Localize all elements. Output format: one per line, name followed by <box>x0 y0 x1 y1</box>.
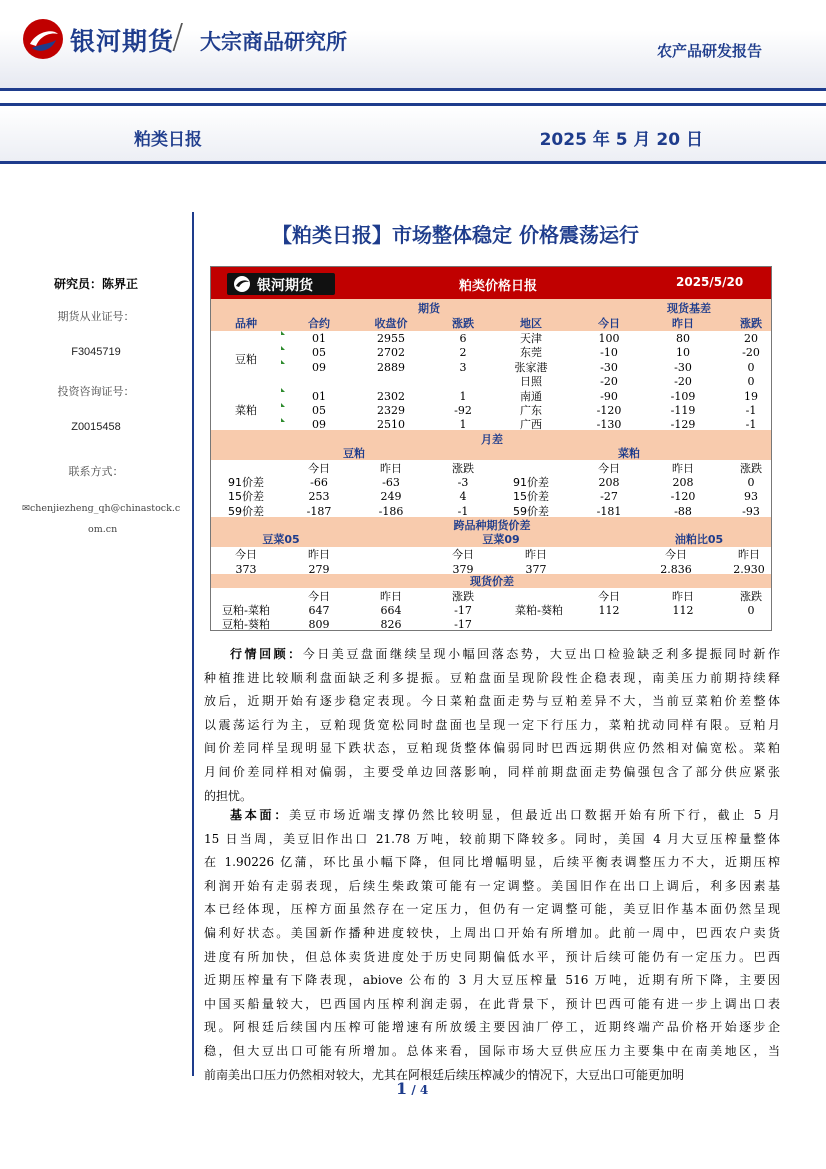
table-cell: 张家港 <box>514 361 548 374</box>
table-cell: 日照 <box>520 375 542 388</box>
header-slash: / <box>172 17 184 57</box>
table-cell: 19 <box>744 390 758 403</box>
paragraph-line <box>204 851 780 875</box>
table-cell: 1 <box>459 418 467 431</box>
table-cell: 2510 <box>377 418 405 431</box>
table-cell: 2.836 <box>660 563 692 576</box>
paragraph-line <box>204 667 780 691</box>
column-header: 昨日 <box>738 548 760 561</box>
table-cell: -119 <box>670 404 696 417</box>
column-header: 今日 <box>235 548 257 561</box>
paragraph-text: 间价差同样呈现明显下跌状态，豆粕现货整体偏弱同时巴西远期供应仍然相对偏宽松。菜粕 <box>204 741 780 756</box>
cell-flag-icon <box>281 388 285 392</box>
paragraph-line <box>204 828 780 852</box>
table-cell: -92 <box>454 404 472 417</box>
column-header: 今日 <box>308 462 330 475</box>
column-header: 涨跌 <box>452 590 474 603</box>
column-header: 涨跌 <box>740 590 762 603</box>
table-cell: 豆粕-菜粕 <box>222 604 270 617</box>
email-line-1[interactable]: ✉chenjiezheng_qh@chinastock.c <box>22 503 181 514</box>
table-cell: 0 <box>747 604 755 617</box>
table-cell: 4 <box>459 490 467 503</box>
table-cell: -17 <box>454 618 472 631</box>
table-cell: -30 <box>674 361 692 374</box>
table-cell: 2329 <box>377 404 405 417</box>
table-cell: 279 <box>308 563 330 576</box>
column-header: 昨日 <box>525 548 547 561</box>
table-cell: -1 <box>457 505 469 518</box>
table-cell: 112 <box>672 604 694 617</box>
column-header: 今日 <box>452 548 474 561</box>
paragraph-text: 本已经体现，压榨方面虽然存在一定压力，但仍有一定调整可能，美豆旧作基本面仍然呈现 <box>204 902 780 917</box>
table-logo-icon <box>232 275 252 293</box>
table-cell: 20 <box>744 332 758 345</box>
table-cell: -17 <box>454 604 472 617</box>
researcher-name: 研究员：陈界正 <box>53 277 138 291</box>
table-cell: 379 <box>452 563 474 576</box>
soymeal-header: 豆粕 <box>343 447 365 460</box>
table-cell: 377 <box>525 563 547 576</box>
table-date: 2025/5/20 <box>676 275 744 289</box>
paragraph-line <box>204 1040 780 1064</box>
cell-flag-icon <box>281 418 285 422</box>
paragraph-line <box>204 690 780 714</box>
table-cell: 208 <box>672 476 694 489</box>
report-title-band <box>0 106 826 162</box>
article-title: 【粕类日报】市场整体稳定 价格震荡运行 <box>272 223 639 247</box>
paragraph-text: 月间价差同样相对偏弱，主要受单边回落影响，同样前期盘面走势偏强包含了部分供应紧张 <box>204 764 780 779</box>
paragraph-text: 在 1.90226 亿蒲，环比虽小幅下降，但同比增幅明显，后续平衡表调整压力不大，近期压榨 <box>204 855 780 870</box>
table-cell: 373 <box>235 563 257 576</box>
table-cell: 15价差 <box>513 490 549 503</box>
paragraph-line <box>204 993 780 1017</box>
table-cell: -186 <box>378 505 404 518</box>
table-title-bar <box>211 267 771 299</box>
table-cell: 253 <box>308 490 330 503</box>
table-cell: -88 <box>674 505 692 518</box>
email-line-2[interactable]: om.cn <box>88 524 118 535</box>
paragraph-text: 利润开始有走弱表现，后续生柴政策可能有一定调整。美国旧作在出口上调后，利多因素基 <box>204 878 780 893</box>
cell-flag-icon <box>281 360 285 364</box>
month-spread-header: 月差 <box>481 433 503 446</box>
paragraph-text: 偏利好状态。美国新作播种进度较快，上周出口开始有所增加。此前一周中，巴西农户卖货 <box>204 925 780 940</box>
license-number: F3045719 <box>71 346 121 358</box>
header-divider <box>0 88 826 91</box>
table-cell: 2302 <box>377 390 405 403</box>
column-header: 昨日 <box>308 548 330 561</box>
table-cell: 广西 <box>520 418 542 431</box>
table-cell: 菜粕-葵粕 <box>515 604 563 617</box>
paragraph-line <box>204 898 780 922</box>
table-cell: -187 <box>306 505 332 518</box>
cross-spread-header: 跨品种期货价差 <box>453 519 531 532</box>
table-cell: 01 <box>312 390 326 403</box>
group-header: 豆菜05 <box>262 533 300 546</box>
table-cell: -30 <box>600 361 618 374</box>
table-cell: -1 <box>745 418 757 431</box>
report-date: 2025 年 5 月 20 日 <box>539 130 703 150</box>
table-cell: -93 <box>742 505 760 518</box>
table-cell: -20 <box>742 346 760 359</box>
table-cell: 809 <box>308 618 330 631</box>
paragraph-line <box>204 875 780 899</box>
column-header: 涨跌 <box>740 317 762 330</box>
paragraph-line <box>204 761 780 785</box>
paragraph-text: 今日美豆盘面继续呈现小幅回落态势，大豆出口检验缺乏利多提振同时新作 <box>302 647 780 661</box>
product-label: 豆粕 <box>235 353 257 366</box>
table-cell: 05 <box>312 346 326 359</box>
paragraph-line <box>204 946 780 970</box>
paragraph-line <box>204 1016 780 1040</box>
table-cell: 2.930 <box>733 563 765 576</box>
column-header: 昨日 <box>672 590 694 603</box>
table-cell: 09 <box>312 418 326 431</box>
group-header: 豆菜09 <box>482 533 520 546</box>
paragraph-text: 前南美出口压力仍然相对较大，尤其在阿根廷后续压榨减少的情况下，大豆出口可能更加明 <box>204 1067 685 1082</box>
price-table <box>210 266 772 631</box>
table-cell: 2889 <box>377 361 405 374</box>
table-cell: 10 <box>676 346 690 359</box>
futures-header: 期货 <box>418 302 440 315</box>
paragraph-text: 以震荡运行为主，豆粕现货宽松同时盘面也呈现一定下行压力，菜粕扰动同样有限。豆粕月 <box>204 717 780 732</box>
column-header: 合约 <box>308 317 330 330</box>
table-cell: -10 <box>600 346 618 359</box>
fundamentals <box>204 804 780 1087</box>
table-cell: -20 <box>674 375 692 388</box>
spot-spread-header: 现货价差 <box>470 575 514 588</box>
cell-flag-icon <box>281 403 285 407</box>
table-cell: -1 <box>745 404 757 417</box>
paragraph-line <box>204 922 780 946</box>
table-cell: 05 <box>312 404 326 417</box>
contact-label: 联系方式： <box>68 465 124 478</box>
table-cell: -90 <box>600 390 618 403</box>
table-cell: 59价差 <box>513 505 549 518</box>
paragraph-line <box>204 1064 780 1088</box>
column-header: 今日 <box>598 462 620 475</box>
cell-flag-icon <box>281 346 285 350</box>
table-cell: 0 <box>747 375 755 388</box>
paragraph-text: 种植推进比较顺利盘面缺乏利多提振。豆粕盘面呈现阶段性企稳表现，南美压力前期持续释 <box>204 670 780 685</box>
group-header: 油粕比05 <box>674 533 724 546</box>
paragraph-line <box>204 714 780 738</box>
galaxy-logo-icon <box>22 18 64 60</box>
table-cell: 15价差 <box>228 490 264 503</box>
column-header: 收盘价 <box>374 317 408 330</box>
column-header: 今日 <box>598 590 620 603</box>
table-cell: 豆粕-葵粕 <box>222 618 270 631</box>
paragraph-lead: 基本面： <box>230 808 290 822</box>
advisory-number: Z0015458 <box>71 421 121 433</box>
paragraph-text: 中国买船量较大，巴西国内压榨利润走弱，在此背景下，预计巴西可能有进一步上调出口表 <box>204 996 780 1011</box>
paragraph-text: 近期压榨量有下降表现，abiove 公布的 3 月大豆压榨量 516 万吨，近期有所下降，主要因 <box>204 973 780 988</box>
table-brand: 银河期货 <box>257 278 313 294</box>
paragraph-line <box>204 643 780 667</box>
advisory-label: 投资咨询证号： <box>57 385 135 398</box>
paragraph-text: 美豆市场近端支撑仍然比较明显，但最近出口数据开始有所下行，截止 5 月 <box>289 808 780 822</box>
table-cell: 2702 <box>377 346 405 359</box>
column-header: 今日 <box>308 590 330 603</box>
table-cell: -130 <box>596 418 622 431</box>
table-logo <box>227 273 335 295</box>
table-cell: -109 <box>670 390 696 403</box>
table-cell: 6 <box>459 332 467 345</box>
table-cell: 91价差 <box>228 476 264 489</box>
column-header: 今日 <box>665 548 687 561</box>
table-cell: -129 <box>670 418 696 431</box>
band-bottom-line <box>0 161 826 164</box>
table-cell: 天津 <box>520 332 542 345</box>
table-cell: 1 <box>459 390 467 403</box>
table-cell: 2 <box>459 346 467 359</box>
table-cell: -3 <box>457 476 469 489</box>
column-header: 昨日 <box>380 462 402 475</box>
page-number: 1 / 4 <box>396 1079 429 1098</box>
table-title: 粕类价格日报 <box>459 279 538 294</box>
table-cell: -181 <box>596 505 622 518</box>
column-header: 涨跌 <box>452 462 474 475</box>
paragraph-text: 15 日当周，美豆旧作出口 21.78 万吨，较前期下降较多。同时，美国 4 月大豆压榨量整体 <box>204 831 780 846</box>
paragraph-text: 进度有所加快，但总体卖货进度处于历史同期偏低水平，预计后续可能仍有一定压力。巴西 <box>204 949 780 964</box>
table-cell: -66 <box>310 476 328 489</box>
brand-name: 银河期货 <box>70 27 175 56</box>
license-label: 期货从业证号： <box>57 310 135 323</box>
table-cell: -120 <box>596 404 622 417</box>
report-type: 农产品研发报告 <box>656 42 762 60</box>
table-cell: 0 <box>747 361 755 374</box>
table-cell: -20 <box>600 375 618 388</box>
table-cell: 59价差 <box>228 505 264 518</box>
table-cell: 广东 <box>520 404 542 417</box>
table-cell: 93 <box>744 490 758 503</box>
rapeseed-header: 菜粕 <box>618 447 640 460</box>
table-cell: 826 <box>380 618 402 631</box>
table-cell: 249 <box>380 490 402 503</box>
table-cell: 09 <box>312 361 326 374</box>
paragraph-text: 的担忧。 <box>204 788 253 803</box>
table-cell: 100 <box>598 332 620 345</box>
paragraph-text: 现。阿根廷后续国内压榨可能增速有所放缓主要因油厂停工，近期终端产品价格开始逐步企 <box>204 1020 780 1035</box>
table-cell: 80 <box>676 332 690 345</box>
paragraph-line <box>204 969 780 993</box>
table-cell: 664 <box>380 604 402 617</box>
column-header: 昨日 <box>380 590 402 603</box>
column-header: 涨跌 <box>740 462 762 475</box>
column-header: 昨日 <box>672 317 694 330</box>
market-review <box>204 643 780 808</box>
sidebar-divider <box>192 212 194 1076</box>
spot-basis-header: 现货基差 <box>667 302 711 315</box>
column-header: 今日 <box>598 317 620 330</box>
table-cell: 3 <box>459 361 467 374</box>
table-cell: 112 <box>598 604 620 617</box>
cell-flag-icon <box>281 331 285 335</box>
table-cell: 208 <box>598 476 620 489</box>
institute-name: 大宗商品研究所 <box>200 30 347 54</box>
column-header: 昨日 <box>672 462 694 475</box>
column-header: 品种 <box>235 317 257 330</box>
paragraph-line <box>204 804 780 828</box>
column-header: 地区 <box>520 317 542 330</box>
table-cell: 01 <box>312 332 326 345</box>
paragraph-line <box>204 737 780 761</box>
table-cell: 91价差 <box>513 476 549 489</box>
paragraph-lead: 行情回顾： <box>230 647 303 661</box>
paragraph-text: 放后，近期开始有逐步稳定表现。今日菜粕盘面走势与豆粕差异不大，当前豆菜粕价差整体 <box>204 694 780 709</box>
table-cell: 0 <box>747 476 755 489</box>
report-name: 粕类日报 <box>134 130 202 150</box>
table-cell: 东莞 <box>520 346 542 359</box>
table-cell: -120 <box>670 490 696 503</box>
paragraph-text: 稳，但大豆出口可能有所增加。总体来看，国际市场大豆供应压力主要集中在南美地区，当 <box>204 1043 780 1058</box>
table-cell: -27 <box>600 490 618 503</box>
table-cell: 2955 <box>377 332 405 345</box>
table-cell: 647 <box>308 604 330 617</box>
table-cell: -63 <box>382 476 400 489</box>
column-header: 涨跌 <box>452 317 474 330</box>
table-cell: 南通 <box>520 390 542 403</box>
product-label: 菜粕 <box>235 404 257 417</box>
